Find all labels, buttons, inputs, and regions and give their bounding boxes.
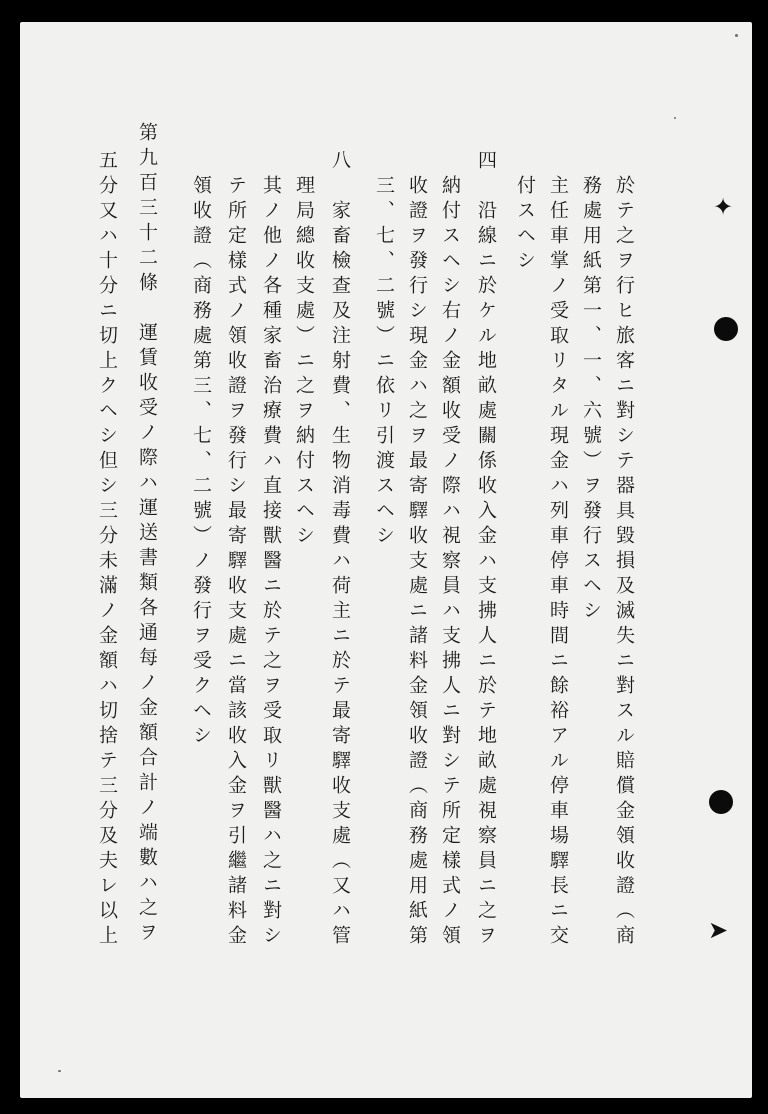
text-column-13: 領收證（商務處第三、七、二號）ノ發行ヲ受クヘシ	[190, 175, 212, 750]
binding-hole-bottom	[709, 790, 733, 814]
text-column-3: 主任車掌ノ受取リタル現金ハ列車停車時間ニ餘裕アル停車場驛長ニ交	[547, 175, 569, 950]
text-column-11: 其ノ他ノ各種家畜治療費ハ直接獸醫ニ於テ之ヲ受取リ獸醫ハ之ニ對シ	[260, 175, 282, 950]
document-page	[20, 22, 752, 1098]
text-column-2: 務處用紙第一、一、六號）ヲ發行スヘシ	[580, 175, 602, 625]
arrowhead-mark-icon: ➤	[708, 916, 729, 944]
text-column-8: 三、七、二號）ニ依リ引渡スヘシ	[373, 175, 395, 550]
text-column-1: 於テ之ヲ行ヒ旅客ニ對シテ器具毀損及滅失ニ對スル賠償金領收證（商	[613, 175, 635, 950]
text-column-15: 五分又ハ十分ニ切上クヘシ但シ三分未滿ノ金額ハ切捨テ三分及夫レ以上	[96, 150, 118, 950]
text-column-9: 八 家畜檢查及注射費、生物消毒費ハ荷主ニ於テ最寄驛收支處（又ハ管	[329, 150, 351, 950]
text-column-5: 四 沿線ニ於ケル地畝處關係收入金ハ支拂人ニ於テ地畝處視察員ニ之ヲ	[475, 150, 497, 950]
text-column-4: 付スヘシ	[514, 175, 536, 275]
paper-speck	[735, 34, 738, 37]
text-column-10: 理局總收支處）ニ之ヲ納付スヘシ	[293, 175, 315, 550]
text-column-12: テ所定樣式ノ領收證ヲ發行シ最寄驛收支處ニ當該收入金ヲ引繼諸料金	[225, 175, 247, 950]
text-column-14: 第九百三十二條 運賃收受ノ際ハ運送書類各通每ノ金額合計ノ端數ハ之ヲ	[136, 122, 158, 947]
star-mark-icon: ✦	[713, 193, 734, 221]
paper-speck	[674, 117, 676, 119]
text-column-7: 收證ヲ發行シ現金ハ之ヲ最寄驛收支處ニ諸料金領收證（商務處用紙第	[406, 175, 428, 950]
paper-speck	[58, 1070, 61, 1072]
text-column-6: 納付スヘシ右ノ金額收受ノ際ハ視察員ハ支拂人ニ對シテ所定樣式ノ領	[439, 175, 461, 950]
binding-hole-top	[714, 317, 738, 341]
